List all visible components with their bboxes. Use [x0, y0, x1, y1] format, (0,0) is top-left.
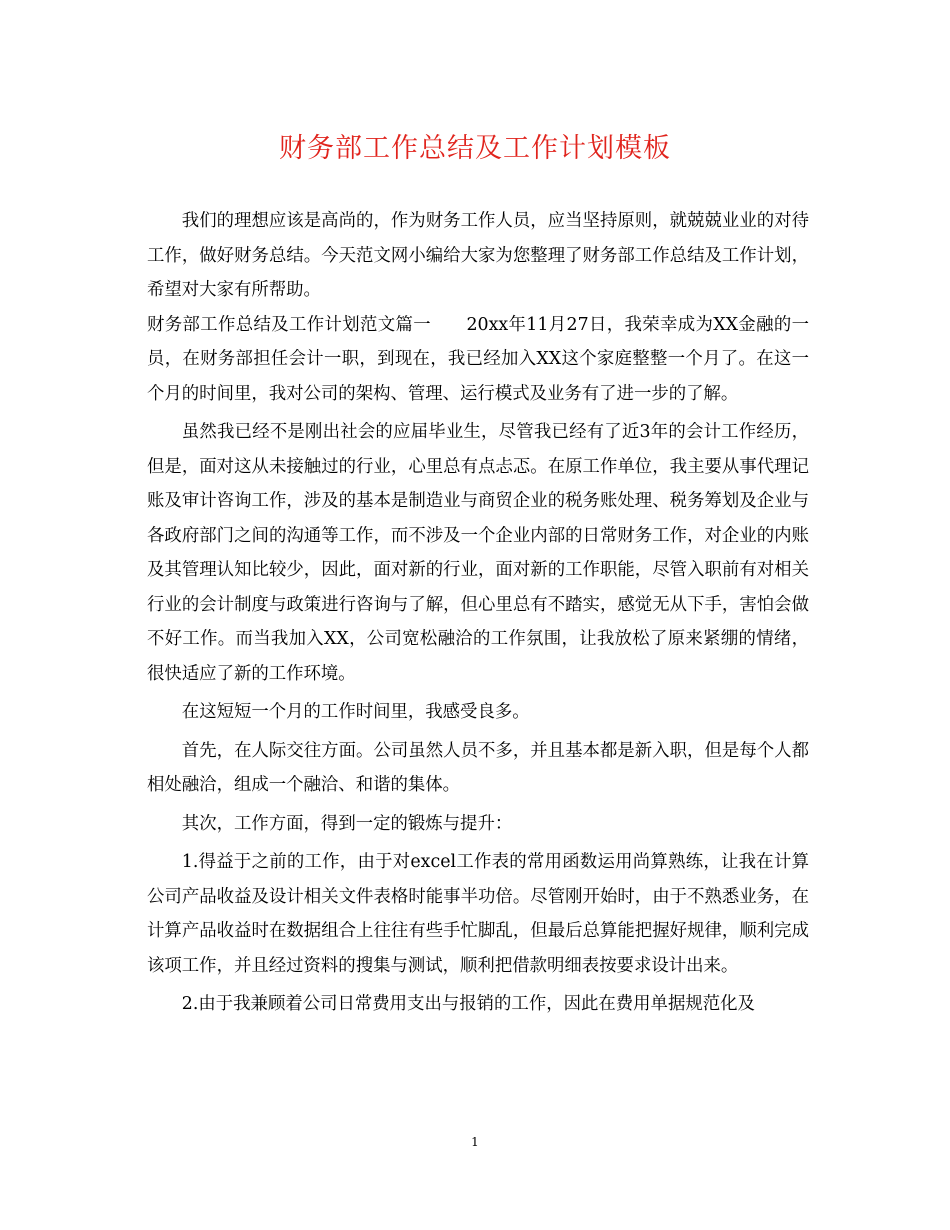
paragraph-background: 虽然我已经不是刚出社会的应届毕业生，尽管我已经有了近3年的会计工作经历，但是，面对这从未接触过的行业，心里总有点忐忑。在原工作单位，我主要从事代理记账及审计咨询工作，涉及的基本是制造业与商贸企业的税务账处理、税务筹划及企业与各政府部门之间的沟通等工作，而不涉及一个企业内部的日常财务工作，对企业的内账及其管理认知比较少，因此，面对新的行业，面对新的工作职能，尽管入职前有对相关行业的会计制度与政策进行咨询与了解，但心里总有不踏实，感觉无从下手，害怕会做不好工作。而当我加入XX，公司宽松融洽的工作氛围，让我放松了原来紧绷的情绪，很快适应了新的工作环境。 [147, 422, 809, 684]
paragraph-intro: 我们的理想应该是高尚的，作为财务工作人员，应当坚持原则，就兢兢业业的对待工作，做好财务总结。今天范文网小编给大家为您整理了财务部工作总结及工作计划，希望对大家有所帮助。 [147, 211, 809, 300]
paragraph-work-intro: 其次，工作方面，得到一定的锻炼与提升： [181, 813, 513, 834]
paragraph-sample-one: 财务部工作总结及工作计划范文篇一 20xx年11月27日，我荣幸成为XX金融的一员，在财务部担任会计一职，到现在，我已经加入XX这个家庭整整一个月了。在这一个月的时间里，我对公司的架构、管理、运行模式及业务有了进一步的了解。 [147, 314, 809, 404]
document-title: 财务部工作总结及工作计划模板 [279, 133, 671, 164]
paragraph-point-one: 1.得益于之前的工作，由于对excel工作表的常用函数运用尚算熟练，让我在计算公司产品收益及设计相关文件表格时能事半功倍。尽管刚开始时，由于不熟悉业务，在计算产品收益时在数据组合上往往有些手忙脚乱，但最后总算能把握好规律，顺利完成该项工作，并且经过资料的搜集与测试，顺利把借款明细表按要求设计出来。 [147, 852, 809, 976]
page-number: 1 [471, 1135, 479, 1149]
paragraph-feelings: 在这短短一个月的工作时间里，我感受良多。 [181, 702, 530, 722]
paragraph-point-two: 2.由于我兼顾着公司日常费用支出与报销的工作，因此在费用单据规范化及 [181, 994, 755, 1014]
paragraph-interpersonal: 首先，在人际交往方面。公司虽然人员不多，并且基本都是新入职，但是每个人都相处融洽，组成一个融洽、和谐的集体。 [147, 740, 809, 795]
document-body [147, 204, 809, 1022]
